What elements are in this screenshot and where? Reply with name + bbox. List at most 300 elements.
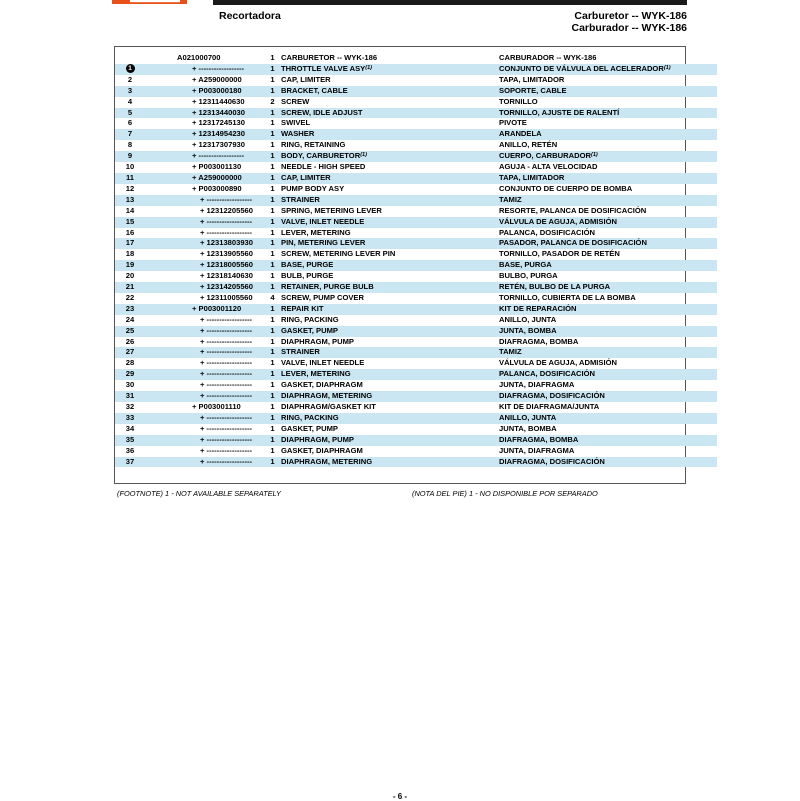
description-text: BASE, PURGE: [281, 260, 334, 270]
description-text: ANILLO, JUNTA: [499, 412, 557, 422]
quantity: 1: [270, 227, 275, 237]
ref-number: 29: [115, 369, 145, 380]
description-text: ARANDELA: [499, 129, 542, 139]
description-english: [281, 206, 499, 217]
description-spanish: [499, 380, 717, 391]
quantity: 1: [264, 151, 281, 162]
description-text: RETÉN, BULBO DE LA PURGA: [499, 282, 611, 292]
description-spanish: [499, 337, 717, 348]
description-english: [281, 282, 499, 293]
quantity: 1: [270, 423, 275, 433]
quantity: 1: [264, 282, 281, 293]
description-english: [281, 271, 499, 282]
description-text: JUNTA, BOMBA: [499, 423, 557, 433]
quantity: 1: [270, 445, 275, 455]
description-text: REPAIR KIT: [281, 303, 324, 313]
part-number: + P003000890: [192, 183, 242, 193]
description-english: [281, 108, 499, 119]
description-text: JUNTA, DIAFRAGMA: [499, 445, 575, 455]
header-bar: [213, 0, 687, 5]
description-spanish: [499, 358, 717, 369]
ref-number: 18: [125, 249, 135, 259]
part-number: + ------------------: [200, 423, 253, 433]
part-number: + ------------------: [200, 380, 253, 390]
description-spanish: [499, 151, 717, 162]
part-number: + 12317307930: [192, 140, 246, 150]
quantity: 1: [264, 238, 281, 249]
table-row: [115, 271, 717, 282]
part-number: + A259000000: [145, 173, 264, 184]
table-row: [115, 238, 717, 249]
table-row: [115, 260, 717, 271]
ref-number: 7: [115, 129, 145, 140]
table-row: [115, 217, 717, 228]
description-spanish: [499, 424, 717, 435]
table-row: [115, 75, 717, 86]
description-english: [281, 457, 499, 468]
quantity: 1: [270, 74, 275, 84]
quantity: 1: [270, 380, 275, 390]
part-number: + A259000000: [192, 74, 242, 84]
table-row: [115, 457, 717, 468]
description-text: GASKET, PUMP: [281, 423, 338, 433]
part-number: + ------------------: [200, 336, 253, 346]
description-text: VÁLVULA DE AGUJA, ADMISIÓN: [499, 216, 617, 226]
description-text: DIAFRAGMA, BOMBA: [499, 434, 579, 444]
part-number: + 12313440030: [145, 108, 264, 119]
description-text: KIT DE DIAFRAGMA/JUNTA: [499, 402, 600, 411]
description-english: [281, 413, 499, 424]
quantity: 1: [270, 402, 275, 411]
table-row: [115, 184, 717, 195]
ref-number: 6: [127, 118, 133, 128]
ref-number: 28: [125, 358, 135, 368]
table-row: [115, 108, 717, 119]
description-text: TORNILLO, CUBIERTA DE LA BOMBA: [499, 292, 636, 302]
description-text: VÁLVULA DE AGUJA, ADMISIÓN: [499, 358, 617, 368]
description-text: SCREW, IDLE ADJUST: [281, 107, 363, 117]
description-english: [281, 369, 499, 380]
table-row: [115, 369, 717, 380]
page-title-left: Recortadora: [219, 10, 281, 22]
description-english: [281, 86, 499, 97]
brand-logo-icon: [112, 0, 187, 4]
description-text: CONJUNTO DE CUERPO DE BOMBA: [499, 183, 633, 193]
description-english: [281, 358, 499, 369]
table-row: [115, 435, 717, 446]
ref-number: 14: [125, 205, 135, 215]
footnote-marker: (1): [360, 152, 367, 159]
description-spanish: [499, 446, 717, 457]
quantity: 1: [270, 205, 275, 215]
description-text: VALVE, INLET NEEDLE: [281, 216, 365, 226]
table-row: [115, 140, 717, 151]
table-row: [115, 151, 717, 162]
description-text: DIAPHRAGM, PUMP: [281, 434, 354, 444]
part-number: + P003001120: [145, 304, 264, 315]
description-spanish: [499, 53, 717, 64]
description-text: ANILLO, RETÉN: [499, 140, 558, 150]
ref-number: 25: [115, 326, 145, 337]
quantity: 1: [264, 326, 281, 337]
description-english: [281, 129, 499, 140]
description-text: TAMIZ: [499, 194, 522, 204]
description-spanish: [499, 97, 717, 108]
description-text: BULBO, PURGA: [499, 271, 558, 281]
ref-number: 5: [115, 108, 145, 119]
description-english: [281, 173, 499, 184]
description-text: BULB, PURGE: [281, 271, 334, 281]
description-spanish: [499, 315, 717, 326]
ref-number: 33: [115, 413, 145, 424]
table-row: [115, 129, 717, 140]
description-text: TAPA, LIMITADOR: [499, 172, 565, 182]
description-text: DIAPHRAGM, METERING: [281, 456, 373, 466]
description-english: [281, 304, 499, 315]
ref-number: 35: [115, 435, 145, 446]
ref-number: [115, 53, 145, 64]
table-row: [115, 86, 717, 97]
description-spanish: [499, 129, 717, 140]
description-text: CAP, LIMITER: [281, 172, 331, 182]
description-text: STRAINER: [281, 347, 320, 357]
description-text: SCREW, PUMP COVER: [281, 292, 364, 302]
description-spanish: [499, 118, 717, 129]
description-text: SPRING, METERING LEVER: [281, 205, 382, 215]
description-text: CONJUNTO DE VÁLVULA DEL ACELERADOR: [499, 63, 664, 73]
description-spanish: [499, 217, 717, 228]
description-spanish: [499, 282, 717, 293]
description-text: BASE, PURGA: [499, 260, 552, 270]
description-spanish: [499, 260, 717, 271]
description-spanish: [499, 304, 717, 315]
ref-number: 11: [115, 173, 145, 184]
description-text: STRAINER: [281, 194, 320, 204]
title-spanish: Carburador -- WYK-186: [571, 22, 687, 34]
description-text: RING, PACKING: [281, 314, 339, 324]
ref-number: 30: [125, 380, 135, 390]
description-spanish: [499, 64, 717, 75]
part-number: + 12313905560: [200, 249, 254, 259]
footnote-text: 1 - NO DISPONIBLE POR SEPARADO: [468, 489, 598, 498]
description-english: [281, 446, 499, 457]
quantity: 1: [264, 347, 281, 358]
ref-number: 36: [125, 445, 135, 455]
description-spanish: [499, 75, 717, 86]
description-text: BRACKET, CABLE: [281, 85, 348, 95]
quantity: 1: [270, 336, 275, 346]
description-english: [281, 151, 499, 162]
quantity: 1: [270, 53, 275, 62]
ref-number: 23: [115, 304, 145, 315]
quantity: 1: [264, 173, 281, 184]
quantity: 1: [270, 140, 275, 150]
description-text: WASHER: [281, 129, 315, 139]
part-number: + ------------------: [145, 217, 264, 228]
table-row: [115, 64, 717, 75]
ref-number: 10: [125, 162, 135, 172]
quantity: 1: [264, 435, 281, 446]
part-number: + ------------------: [200, 445, 253, 455]
part-number: + 12314205560: [145, 282, 264, 293]
description-spanish: [499, 293, 717, 304]
table-row: [115, 97, 717, 108]
description-text: CAP, LIMITER: [281, 74, 331, 84]
ref-number: 16: [125, 227, 135, 237]
table-row: [115, 347, 717, 358]
part-number: + ------------------: [145, 151, 264, 162]
description-english: [281, 315, 499, 326]
part-number: + 12312205560: [200, 205, 254, 215]
quantity: 1: [264, 64, 281, 75]
table-row: [115, 293, 717, 304]
description-text: GASKET, PUMP: [281, 325, 338, 335]
description-text: RING, RETAINING: [281, 140, 346, 150]
description-spanish: [499, 86, 717, 97]
description-english: [281, 347, 499, 358]
quantity: 1: [270, 271, 275, 281]
table-row: [115, 402, 717, 413]
part-number: + ------------------: [145, 391, 264, 402]
part-number: + ------------------: [145, 347, 264, 358]
description-spanish: [499, 369, 717, 380]
quantity: 1: [264, 457, 281, 468]
table-row: [115, 249, 717, 260]
table-row: [115, 228, 717, 239]
description-text: PALANCA, DOSIFICACIÓN: [499, 227, 596, 237]
ref-number: 32: [125, 402, 135, 411]
part-number: + ------------------: [145, 326, 264, 337]
part-number: + 12314954230: [145, 129, 264, 140]
description-spanish: [499, 413, 717, 424]
part-number: + 12311005560: [200, 292, 253, 302]
description-text: PASADOR, PALANCA DE DOSIFICACIÓN: [499, 238, 647, 248]
part-number: + 12318005560: [145, 260, 264, 271]
table-row: [115, 446, 717, 457]
description-spanish: [499, 206, 717, 217]
quantity: 1: [264, 86, 281, 97]
quantity: 1: [264, 304, 281, 315]
page-number: - 6 -: [392, 792, 408, 801]
quantity: 1: [264, 129, 281, 140]
ref-number: 2: [127, 74, 133, 84]
description-spanish: [499, 271, 717, 282]
description-spanish: [499, 108, 717, 119]
table-row: [115, 304, 717, 315]
table-row: [115, 173, 717, 184]
table-row: [115, 315, 717, 326]
description-english: [281, 162, 499, 173]
ref-number: 24: [125, 314, 135, 324]
description-english: [281, 140, 499, 151]
ref-number: 12: [125, 183, 135, 193]
description-spanish: [499, 391, 717, 402]
description-text: DIAPHRAGM, PUMP: [281, 336, 354, 346]
description-text: DIAFRAGMA, DOSIFICACIÓN: [499, 391, 605, 401]
title-english: Carburetor -- WYK-186: [574, 10, 687, 22]
description-english: [281, 228, 499, 239]
ref-number: 19: [115, 260, 145, 271]
quantity: 1: [264, 108, 281, 119]
footnote-text: 1 - NOT AVAILABLE SEPARATELY: [165, 489, 281, 498]
quantity: 1: [264, 195, 281, 206]
description-text: JUNTA, DIAFRAGMA: [499, 380, 575, 390]
description-english: [281, 184, 499, 195]
footnote-spanish: [412, 489, 598, 498]
description-spanish: [499, 249, 717, 260]
description-text: CUERPO, CARBURADOR: [499, 151, 591, 161]
table-row: [115, 424, 717, 435]
description-spanish: [499, 347, 717, 358]
part-number: + ------------------: [200, 358, 253, 368]
table-row: [115, 53, 717, 64]
part-number: A021000700: [177, 53, 221, 62]
description-text: AGUJA - ALTA VELOCIDAD: [499, 162, 598, 172]
circled-number-icon: 1: [126, 64, 135, 73]
ref-number: 21: [115, 282, 145, 293]
description-english: [281, 97, 499, 108]
ref-number: 20: [125, 271, 135, 281]
description-text: ANILLO, JUNTA: [499, 314, 557, 324]
table-row: [115, 337, 717, 348]
description-english: [281, 402, 499, 413]
description-text: SCREW, METERING LEVER PIN: [281, 249, 396, 259]
ref-number: 3: [115, 86, 145, 97]
description-spanish: [499, 457, 717, 468]
quantity: 1: [270, 314, 275, 324]
description-spanish: [499, 435, 717, 446]
description-text: PIVOTE: [499, 118, 527, 128]
parts-table: [115, 53, 717, 467]
description-text: SWIVEL: [281, 118, 311, 128]
description-text: TORNILLO, AJUSTE DE RALENTÍ: [499, 107, 620, 117]
description-english: [281, 118, 499, 129]
ref-number: 8: [127, 140, 133, 150]
quantity: 1: [270, 118, 275, 128]
description-text: TAPA, LIMITADOR: [499, 74, 565, 84]
table-row: [115, 282, 717, 293]
description-english: [281, 380, 499, 391]
table-row: [115, 326, 717, 337]
description-english: [281, 64, 499, 75]
description-text: SCREW: [281, 96, 310, 106]
part-number: + 12317245130: [192, 118, 246, 128]
table-row: [115, 358, 717, 369]
part-number: + P003000180: [145, 86, 264, 97]
quantity: 1: [270, 358, 275, 368]
description-text: KIT DE REPARACIÓN: [499, 303, 577, 313]
description-english: [281, 195, 499, 206]
description-text: GASKET, DIAPHRAGM: [281, 445, 363, 455]
part-number: + ------------------: [145, 435, 264, 446]
description-text: RESORTE, PALANCA DE DOSIFICACIÓN: [499, 205, 647, 215]
description-text: LEVER, METERING: [281, 369, 351, 379]
description-english: [281, 217, 499, 228]
description-spanish: [499, 228, 717, 239]
quantity: 2: [270, 96, 275, 106]
description-english: [281, 337, 499, 348]
description-text: RING, PACKING: [281, 412, 339, 422]
description-text: LEVER, METERING: [281, 227, 351, 237]
part-number: + P003001110: [192, 402, 241, 411]
table-row: [115, 118, 717, 129]
description-spanish: [499, 162, 717, 173]
description-text: PALANCA, DOSIFICACIÓN: [499, 369, 596, 379]
footnote-label: (FOOTNOTE): [117, 489, 163, 498]
description-english: [281, 75, 499, 86]
ref-number: 27: [115, 347, 145, 358]
part-number: + ------------------: [145, 457, 264, 468]
description-english: [281, 293, 499, 304]
ref-number: 13: [115, 195, 145, 206]
quantity: 4: [270, 292, 275, 302]
ref-number: 34: [125, 423, 135, 433]
description-spanish: [499, 195, 717, 206]
description-text: CARBURETOR -- WYK-186: [281, 53, 378, 62]
description-spanish: [499, 238, 717, 249]
part-number: + 12313803930: [145, 238, 264, 249]
table-row: [115, 391, 717, 402]
page-title-right: [571, 10, 687, 34]
description-spanish: [499, 173, 717, 184]
description-text: THROTTLE VALVE ASY: [281, 63, 366, 73]
footnote-marker: (1): [663, 64, 671, 71]
quantity: 1: [270, 183, 275, 193]
description-text: BODY, CARBURETOR: [281, 151, 361, 161]
footnote-english: [117, 489, 281, 498]
quantity: 1: [264, 260, 281, 271]
table-row: [115, 195, 717, 206]
description-english: [281, 53, 499, 64]
description-english: [281, 391, 499, 402]
description-text: TORNILLO, PASADOR DE RETÉN: [499, 249, 620, 259]
quantity: 1: [264, 413, 281, 424]
quantity: 1: [264, 217, 281, 228]
description-text: TAMIZ: [499, 347, 522, 357]
part-number: + ------------------: [145, 195, 264, 206]
ref-number: 15: [115, 217, 145, 228]
description-english: [281, 249, 499, 260]
description-text: RETAINER, PURGE BULB: [281, 282, 374, 292]
part-number: + ------------------: [200, 314, 253, 324]
description-spanish: [499, 184, 717, 195]
ref-number: 4: [127, 96, 133, 106]
description-text: NEEDLE - HIGH SPEED: [281, 162, 366, 172]
ref-number: 37: [115, 457, 145, 468]
ref-number: 17: [115, 238, 145, 249]
ref-number: 26: [125, 336, 135, 346]
description-english: [281, 424, 499, 435]
description-text: GASKET, DIAPHRAGM: [281, 380, 363, 390]
description-text: JUNTA, BOMBA: [499, 325, 557, 335]
description-english: [281, 435, 499, 446]
description-text: DIAFRAGMA, BOMBA: [499, 336, 579, 346]
part-number: + P003001130: [192, 162, 242, 172]
part-number: + 12318140630: [200, 271, 254, 281]
description-text: TORNILLO: [499, 96, 538, 106]
description-english: [281, 238, 499, 249]
footnote-marker: (1): [365, 64, 372, 71]
quantity: 1: [264, 369, 281, 380]
table-row: [115, 413, 717, 424]
description-text: DIAPHRAGM/GASKET KIT: [281, 402, 376, 411]
description-spanish: [499, 326, 717, 337]
ref-number: 9: [115, 151, 145, 162]
part-number: + ------------------: [145, 413, 264, 424]
description-english: [281, 326, 499, 337]
part-number: + ------------------: [145, 64, 264, 75]
description-english: [281, 260, 499, 271]
